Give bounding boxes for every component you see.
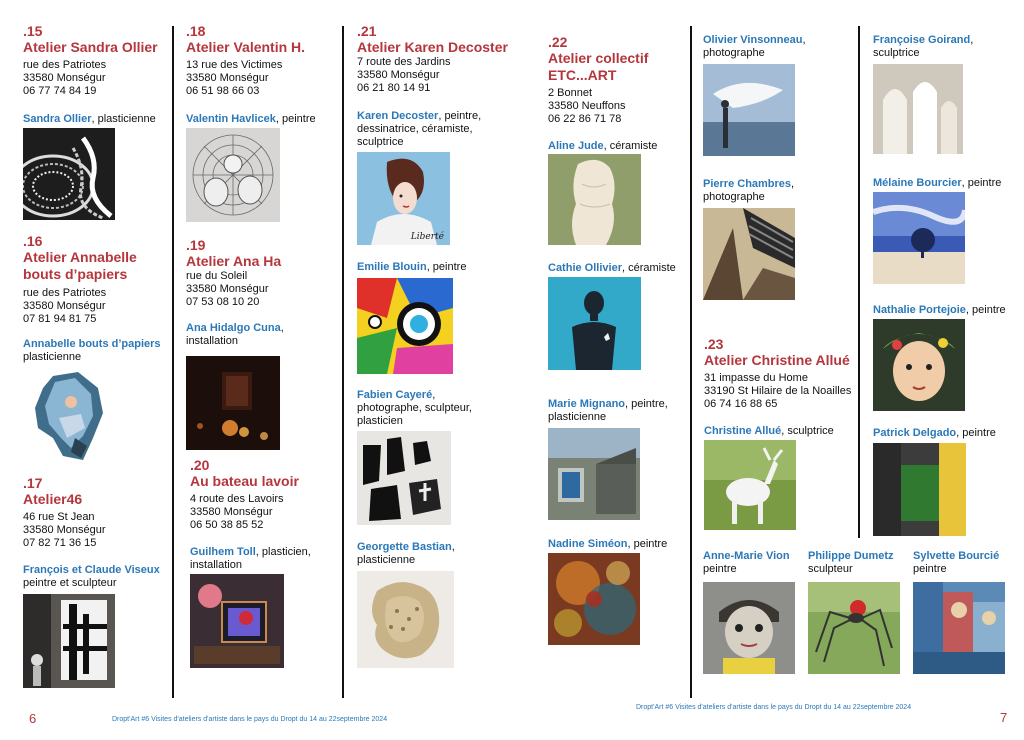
atelier-number: .16 xyxy=(23,233,43,249)
atelier-23 xyxy=(704,337,859,411)
artwork-image xyxy=(873,319,965,411)
address-line: 7 route des Jardins xyxy=(357,56,451,68)
artist-viseux xyxy=(23,564,173,590)
atelier-title: Atelier Valentin H. xyxy=(186,39,306,55)
artist-marie-mignano xyxy=(548,398,688,424)
address-line: 33190 St Hilaire de la Noailles xyxy=(704,385,852,397)
artist-role: peintre xyxy=(703,563,737,575)
artist-name: Patrick Delgado xyxy=(873,427,957,439)
address-line: 33580 Monségur xyxy=(23,524,106,536)
address-line: 33580 Monségur xyxy=(190,506,273,518)
artist-role: , xyxy=(970,34,974,46)
artist-role: sculptrice xyxy=(873,47,920,59)
atelier-title: Atelier46 xyxy=(23,491,83,507)
artist-name: François et Claude Viseux xyxy=(23,564,160,576)
artist-name: Emilie Blouin xyxy=(357,261,427,273)
atelier-number: .22 xyxy=(548,34,568,50)
artist-role: photographe, sculpteur, xyxy=(357,402,472,414)
phone-number: 07 53 08 10 20 xyxy=(186,296,260,308)
artist-role: plasticienne xyxy=(548,411,607,423)
artist-emilie-blouin xyxy=(357,261,537,274)
address-line: rue des Patriotes xyxy=(23,59,107,71)
column-divider xyxy=(858,26,860,538)
artist-sylvette-bourcie xyxy=(913,550,1018,576)
artwork-image xyxy=(703,582,795,674)
artist-name: Mélaine Bourcier xyxy=(873,177,962,189)
artist-role: plasticienne xyxy=(357,554,416,566)
artist-sandra-ollier xyxy=(23,113,173,126)
artwork-image xyxy=(704,440,796,530)
artist-role: sculptrice xyxy=(357,136,404,148)
artist-name: Olivier Vinsonneau xyxy=(703,34,803,46)
artist-role: , xyxy=(432,389,436,401)
artwork-image xyxy=(357,278,453,374)
artist-annabelle xyxy=(23,338,173,364)
artist-cathie-ollivier xyxy=(548,262,688,275)
artist-role: , xyxy=(451,541,455,553)
atelier-20 xyxy=(190,458,340,532)
artwork-image xyxy=(548,428,640,520)
phone-number: 07 82 71 36 15 xyxy=(23,537,97,549)
artist-name: Guilhem Toll xyxy=(190,546,256,558)
artist-role: , peintre xyxy=(627,538,668,550)
atelier-number: .15 xyxy=(23,23,43,39)
artwork-image xyxy=(186,128,280,222)
atelier-18 xyxy=(186,24,336,98)
atelier-title: Atelier Christine Allué xyxy=(704,352,850,368)
artist-name: Anne-Marie Vion xyxy=(703,550,790,562)
phone-number: 06 74 16 88 65 xyxy=(704,398,778,410)
address-line: 33580 Monségur xyxy=(23,72,106,84)
artist-role: , sculptrice xyxy=(781,425,834,437)
atelier-title: Atelier collectif ETC...ART xyxy=(548,50,649,83)
atelier-15 xyxy=(23,24,171,98)
artist-role: , peintre xyxy=(956,427,996,439)
artwork-image xyxy=(703,208,795,300)
artist-role: sculpteur xyxy=(808,563,853,575)
atelier-number: .17 xyxy=(23,475,43,491)
phone-number: 06 21 80 14 91 xyxy=(357,82,431,94)
address-line: 33580 Monségur xyxy=(357,69,440,81)
artist-role: , plasticien, xyxy=(255,546,311,558)
address-line: rue du Soleil xyxy=(186,270,248,282)
address-line: rue des Patriotes xyxy=(23,287,107,299)
artwork-image xyxy=(873,192,965,284)
artist-role: , peintre, xyxy=(625,398,668,410)
artwork-image xyxy=(186,356,280,450)
artwork-image xyxy=(703,64,795,156)
artist-name: Karen Decoster xyxy=(357,110,439,122)
artist-role: , peintre, xyxy=(438,110,482,122)
artist-karen-decoster xyxy=(357,110,537,149)
phone-number: 06 51 98 66 03 xyxy=(186,85,260,97)
artist-role: , peintre xyxy=(426,261,467,273)
artist-georgette-bastian xyxy=(357,541,537,567)
address-line: 13 rue des Victimes xyxy=(186,59,283,71)
column-divider xyxy=(342,26,344,698)
footer-text-right: Dropt'Art #6 Visites d'ateliers d'artiste dans le pays du Dropt du 14 au 22septembre 2024 xyxy=(636,704,912,711)
address-line: 31 impasse du Home xyxy=(704,372,808,384)
page-number-right: 7 xyxy=(1000,710,1008,725)
artwork-image xyxy=(873,64,963,154)
atelier-title: Atelier Sandra Ollier xyxy=(23,39,158,55)
artwork-image xyxy=(357,571,454,668)
artist-role: dessinatrice, céramiste, xyxy=(357,123,473,135)
artist-role: , peintre xyxy=(275,113,316,125)
address-line: 33580 Monségur xyxy=(186,283,269,295)
atelier-title: Atelier Karen Decoster xyxy=(357,39,508,55)
artist-nathalie-portejoie xyxy=(873,304,1021,317)
atelier-number: .21 xyxy=(357,23,377,39)
artist-role: installation xyxy=(186,335,238,347)
artist-role: installation xyxy=(190,559,242,571)
artist-name: Marie Mignano xyxy=(548,398,626,410)
artwork-image xyxy=(808,582,900,674)
artist-role: plasticienne xyxy=(23,351,82,363)
artwork-image xyxy=(23,128,115,220)
artist-valentin-havlicek xyxy=(186,113,341,126)
atelier-title: Au bateau lavoir xyxy=(190,473,299,489)
address-line: 4 route des Lavoirs xyxy=(190,493,284,505)
artist-philippe-dumetz xyxy=(808,550,913,576)
artist-role: , céramiste xyxy=(621,262,676,274)
artist-anne-marie-vion xyxy=(703,550,808,576)
artist-aline-jude xyxy=(548,140,688,153)
atelier-number: .18 xyxy=(186,23,206,39)
address-line: 33580 Monségur xyxy=(186,72,269,84)
artwork-caption: Liberté xyxy=(410,232,444,242)
artist-name: Annabelle bouts d’papiers xyxy=(23,338,161,350)
artwork-image xyxy=(190,574,284,668)
artwork-image xyxy=(913,582,1005,674)
artist-christine-allue xyxy=(704,425,854,438)
artist-name: Françoise Goirand xyxy=(873,34,971,46)
artist-name: Aline Jude xyxy=(548,140,604,152)
artist-role: , peintre xyxy=(965,304,1006,316)
atelier-21 xyxy=(357,24,537,95)
artist-melaine-bourcier xyxy=(873,177,1021,190)
artist-francoise-goirand xyxy=(873,34,1021,60)
artist-name: Nadine Siméon xyxy=(548,538,628,550)
artist-role: peintre xyxy=(913,563,947,575)
artist-name: Cathie Ollivier xyxy=(548,262,622,274)
artist-role: , xyxy=(280,322,284,334)
atelier-19 xyxy=(186,238,336,309)
artist-role: , plasticienne xyxy=(91,113,156,125)
artist-nadine-simeon xyxy=(548,538,688,551)
address-line: 33580 Neuffons xyxy=(548,100,626,112)
artist-role: , xyxy=(791,178,795,190)
address-line: 46 rue St Jean xyxy=(23,511,95,523)
artist-name: Sylvette Bourcié xyxy=(913,550,1000,562)
artist-role: photographe xyxy=(703,47,765,59)
artist-pierre-chambres xyxy=(703,178,853,204)
artist-patrick-delgado xyxy=(873,427,1021,440)
artist-ana-hidalgo xyxy=(186,322,341,348)
footer-text-left: Dropt'Art #6 Visites d'ateliers d'artiste dans le pays du Dropt du 14 au 22septembre 2024 xyxy=(112,716,388,723)
artwork-image xyxy=(548,154,641,245)
atelier-17 xyxy=(23,476,171,550)
column-divider xyxy=(690,26,692,698)
artist-role: , peintre xyxy=(961,177,1002,189)
atelier-number: .23 xyxy=(704,336,724,352)
artist-olivier-vinsonneau xyxy=(703,34,853,60)
artwork-image xyxy=(548,277,641,370)
artist-name: Ana Hidalgo Cuna xyxy=(186,322,281,334)
artist-name: Nathalie Portejoie xyxy=(873,304,966,316)
artwork-image xyxy=(548,553,640,645)
artist-name: Philippe Dumetz xyxy=(808,550,894,562)
atelier-number: .19 xyxy=(186,237,206,253)
atelier-22 xyxy=(548,35,686,126)
atelier-title: Atelier Ana Ha xyxy=(186,253,282,269)
artist-role: , céramiste xyxy=(603,140,658,152)
phone-number: 06 50 38 85 52 xyxy=(190,519,264,531)
artist-name: Christine Allué xyxy=(704,425,782,437)
artwork-image xyxy=(23,368,118,466)
artwork-image xyxy=(357,431,451,525)
artist-role: peintre et sculpteur xyxy=(23,577,117,589)
artist-fabien-cayere xyxy=(357,389,537,428)
address-line: 33580 Monségur xyxy=(23,300,106,312)
phone-number: 06 22 86 71 78 xyxy=(548,113,622,125)
artist-role: plasticien xyxy=(357,415,403,427)
atelier-16 xyxy=(23,234,171,326)
artist-name: Pierre Chambres xyxy=(703,178,792,190)
phone-number: 06 77 74 84 19 xyxy=(23,85,97,97)
artwork-image xyxy=(23,594,115,688)
atelier-title: Atelier Annabelle bouts d’papiers xyxy=(23,249,137,282)
artist-name: Georgette Bastian xyxy=(357,541,452,553)
address-line: 2 Bonnet xyxy=(548,87,593,99)
artwork-image xyxy=(873,443,966,536)
atelier-number: .20 xyxy=(190,457,210,473)
artist-name: Fabien Cayeré xyxy=(357,389,433,401)
artist-role: photographe xyxy=(703,191,765,203)
page-number-left: 6 xyxy=(29,711,37,726)
artist-name: Sandra Ollier xyxy=(23,113,92,125)
artist-role: , xyxy=(802,34,806,46)
artist-guilhem-toll xyxy=(190,546,340,572)
phone-number: 07 81 94 81 75 xyxy=(23,313,97,325)
artist-name: Valentin Havlicek xyxy=(186,113,276,125)
artwork-image xyxy=(357,152,450,245)
